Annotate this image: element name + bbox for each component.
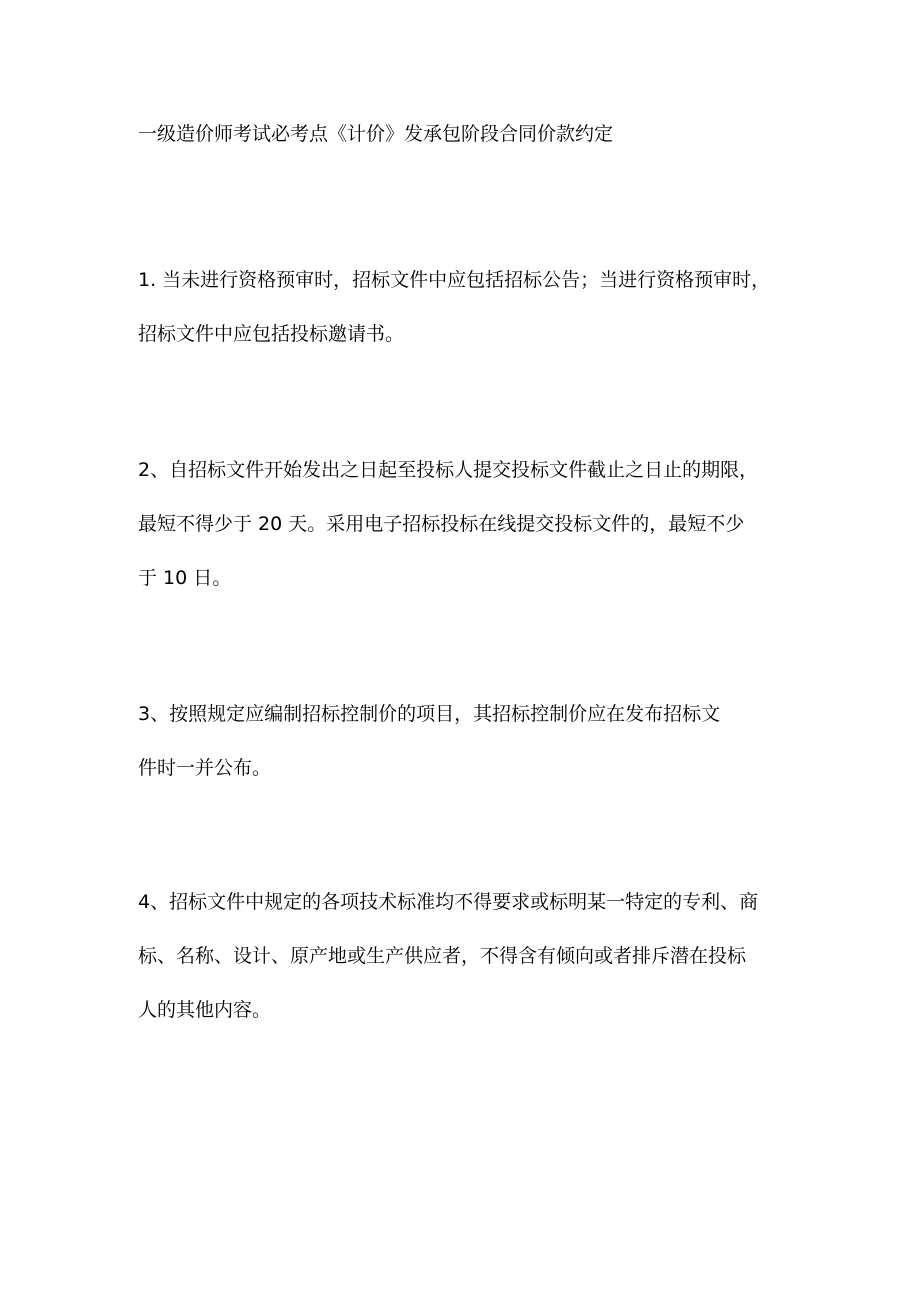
paragraph-3-line-2: 件时一并公布。 [138,757,272,779]
paragraph-3-line-1: 3、按照规定应编制招标控制价的项目，其招标控制价应在发布招标文 [138,703,721,725]
document-title: 一级造价师考试必考点《计价》发承包阶段合同价款约定 [138,123,614,145]
paragraph-2-line-2: 最短不得少于 20 天。采用电子招标投标在线提交投标文件的，最短不少 [138,513,745,535]
paragraph-2-line-1: 2、自招标文件开始发出之日起至投标人提交投标文件截止之日止的期限， [138,459,759,481]
paragraph-3 [138,700,818,808]
paragraph-1-line-2: 招标文件中应包括投标邀请书。 [138,323,405,345]
paragraph-4 [138,888,818,1050]
paragraph-1-line-1: 1. 当未进行资格预审时，招标文件中应包括招标公告；当进行资格预审时， [138,269,771,291]
paragraph-2 [138,456,818,618]
paragraph-2-line-3: 于 10 日。 [138,567,232,589]
paragraph-4-line-3: 人的其他内容。 [138,999,272,1021]
paragraph-4-line-2: 标、名称、设计、原产地或生产供应者，不得含有倾向或者排斥潜在投标 [138,945,747,967]
paragraph-1 [138,266,818,374]
paragraph-4-line-1: 4、招标文件中规定的各项技术标准均不得要求或标明某一特定的专利、商 [138,891,759,913]
